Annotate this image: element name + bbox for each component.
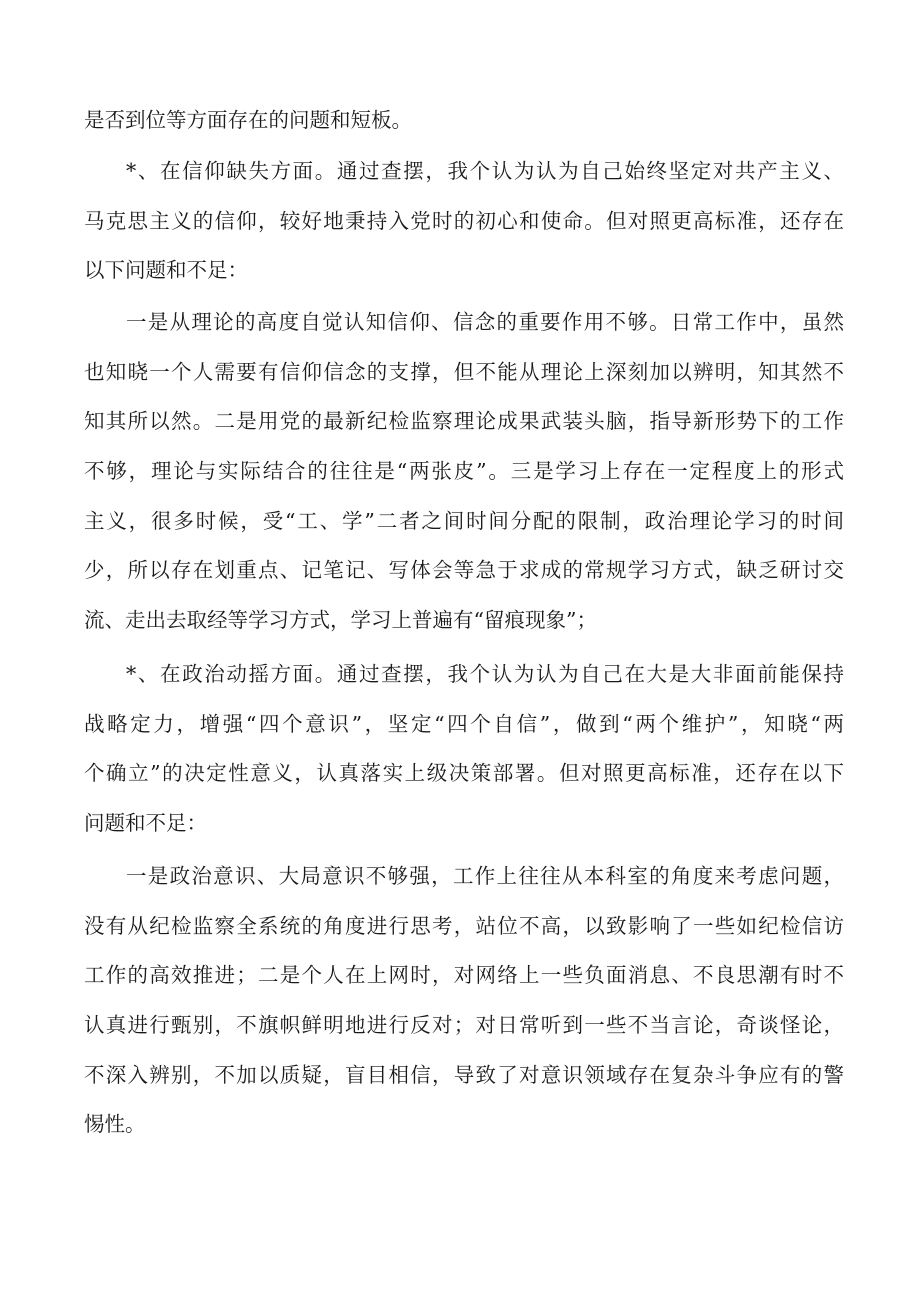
text-line: 也知晓一个人需要有信仰信念的支撑，但不能从理论上深刻加以辨明，知其然不 <box>84 359 844 384</box>
paragraph-political-section <box>84 650 844 849</box>
text-line: *、在信仰缺失方面。通过查摆，我个认为认为自己始终坚定对共产主义、 <box>126 159 844 183</box>
text-line: 不深入辨别，不加以质疑，盲目相信，导致了对意识领域存在复杂斗争应有的警 <box>84 1062 844 1087</box>
text-line: 是否到位等方面存在的问题和短板。 <box>84 108 412 132</box>
text-line: 战略定力，增强“四个意识”，坚定“四个自信”，做到“两个维护”，知晓“两 <box>84 711 844 736</box>
paragraph-continuation <box>84 96 844 146</box>
text-line: 惕性。 <box>84 1112 146 1137</box>
text-line: 工作的高效推进；二是个人在上网时，对网络上一些负面消息、不良思潮有时不 <box>84 963 844 988</box>
text-line: 少，所以存在划重点、记笔记、写体会等急于求成的常规学习方式，缺乏研讨交 <box>84 558 844 583</box>
text-line: 知其所以然。二是用党的最新纪检监察理论成果武装头脑，指导新形势下的工作 <box>84 409 844 434</box>
paragraph-faith-section <box>84 147 844 296</box>
text-line: 流、走出去取经等学习方式，学习上普遍有“留痕现象”； <box>84 608 597 633</box>
text-line: 没有从纪检监察全系统的角度进行思考，站位不高，以致影响了一些如纪检信访 <box>84 913 844 938</box>
text-line: *、在政治动摇方面。通过查摆，我个认为认为自己在大是大非面前能保持 <box>126 662 844 686</box>
text-line: 个确立”的决定性意义，认真落实上级决策部署。但对照更高标准，还存在以下 <box>84 761 844 786</box>
paragraph-political-problems <box>84 852 844 1150</box>
text-line: 问题和不足： <box>84 811 207 836</box>
text-line: 马克思主义的信仰，较好地秉持入党时的初心和使命。但对照更高标准，还存在 <box>84 208 844 233</box>
text-line: 主义，很多时候，受“工、学”二者之间时间分配的限制，政治理论学习的时间 <box>84 508 844 533</box>
text-line: 认真进行甄别，不旗帜鲜明地进行反对；对日常听到一些不当言论，奇谈怪论， <box>84 1013 844 1038</box>
text-line: 一是政治意识、大局意识不够强，工作上往往从本科室的角度来考虑问题， <box>126 864 844 888</box>
paragraph-faith-problems <box>84 298 844 646</box>
text-line: 一是从理论的高度自觉认知信仰、信念的重要作用不够。日常工作中，虽然 <box>126 310 844 334</box>
text-line: 不够，理论与实际结合的往往是“两张皮”。三是学习上存在一定程度上的形式 <box>84 459 844 484</box>
text-line: 以下问题和不足： <box>84 258 248 283</box>
